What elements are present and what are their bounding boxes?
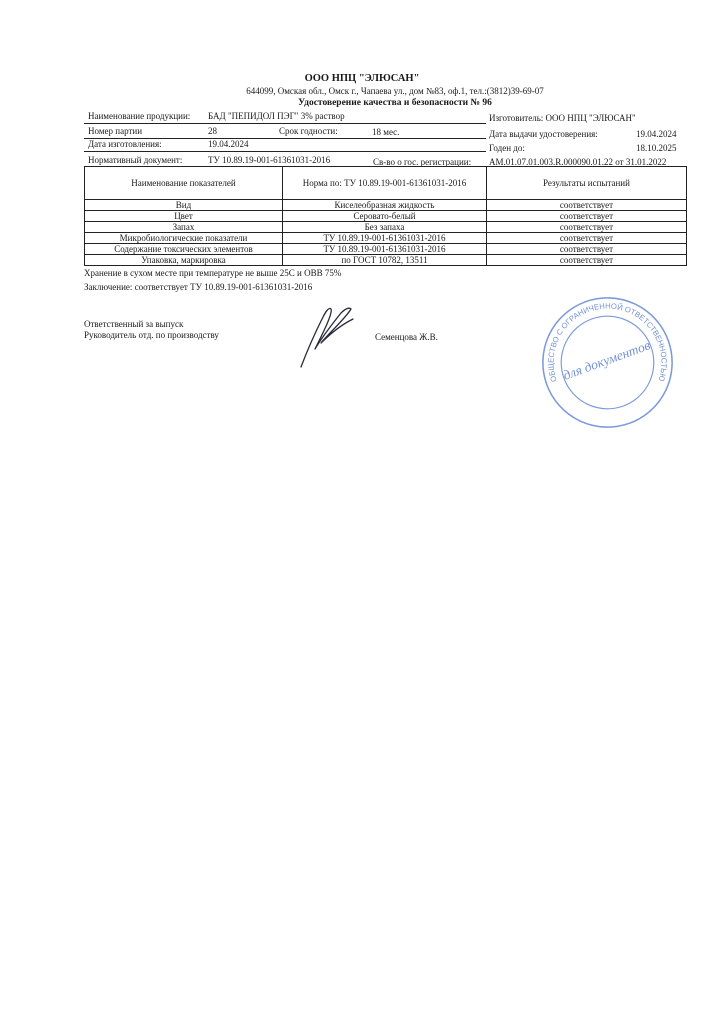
norm-doc-label: Нормативный документ: xyxy=(88,155,183,165)
table-header-row xyxy=(85,167,687,200)
table-row xyxy=(85,222,687,233)
product-value: БАД "ПЕПИДОЛ ПЭГ" 3% раствор xyxy=(208,111,345,121)
table-cell: Без запаха xyxy=(283,222,487,233)
table-cell: по ГОСТ 10782, 13511 xyxy=(283,255,487,266)
stamp-outer-text: ОБЩЕСТВО С ОГРАНИЧЕННОЙ ОТВЕТСТВЕННОСТЬЮ xyxy=(546,301,669,384)
table-cell: соответствует xyxy=(487,222,687,233)
table-cell: Вид xyxy=(85,200,283,211)
conclusion: Заключение: соответствует ТУ 10.89.19-001-61361031-2016 xyxy=(84,282,313,292)
table-cell: соответствует xyxy=(487,211,687,222)
table-cell: соответствует xyxy=(487,255,687,266)
responsible-label: Ответственный за выпуск xyxy=(84,319,184,329)
norm-doc-value: ТУ 10.89.19-001-61361031-2016 xyxy=(208,155,331,165)
shelf-life-value: 18 мес. xyxy=(372,127,400,137)
stamp-inner-text: для документов xyxy=(561,337,653,383)
table-cell: соответствует xyxy=(487,233,687,244)
table-cell: Серовато-белый xyxy=(283,211,487,222)
product-label: Наименование продукции: xyxy=(88,111,191,121)
registration-label: Св-во о гос. регистрации: xyxy=(373,157,472,167)
results-table xyxy=(84,166,687,266)
table-cell: Киселеобразная жидкость xyxy=(283,200,487,211)
table-row xyxy=(85,211,687,222)
table-row xyxy=(85,200,687,211)
certificate-title: Удостоверение качества и безопасности № 96 xyxy=(298,98,492,108)
registration-value: AM.01.07.01.003.R.000090.01.22 от 31.01.2022 xyxy=(489,157,667,167)
valid-until-label: Годен до: xyxy=(489,143,525,153)
table-row xyxy=(85,244,687,255)
table-cell: Упаковка, маркировка xyxy=(85,255,283,266)
table-header: Наименование показателей xyxy=(85,167,283,200)
signature xyxy=(293,303,357,373)
batch-value: 28 xyxy=(208,126,217,136)
table-cell: соответствует xyxy=(487,244,687,255)
table-cell: ТУ 10.89.19-001-61361031-2016 xyxy=(283,244,487,255)
table-cell: Запах xyxy=(85,222,283,233)
company-address: 644099, Омская обл., Омск г., Чапаева ул., дом №83, оф.1, тел.:(3812)39-69-07 xyxy=(246,86,544,96)
mfg-date-value: 19.04.2024 xyxy=(208,139,249,149)
mfg-date-label: Дата изготовления: xyxy=(88,139,162,149)
table-cell: ТУ 10.89.19-001-61361031-2016 xyxy=(283,233,487,244)
divider xyxy=(84,151,486,152)
company-stamp xyxy=(540,295,675,430)
table-cell: соответствует xyxy=(487,200,687,211)
signer-name: Семенцова Ж.В. xyxy=(375,332,438,342)
table-header: Норма по: ТУ 10.89.19-001-61361031-2016 xyxy=(283,167,487,200)
storage-conditions: Хранение в сухом месте при температуре не выше 25С и ОВВ 75% xyxy=(84,268,342,278)
company-title: ООО НПЦ "ЭЛЮСАН" xyxy=(304,73,420,84)
table-cell: Цвет xyxy=(85,211,283,222)
issue-date-value: 19.04.2024 xyxy=(636,129,677,139)
table-header: Результаты испытаний xyxy=(487,167,687,200)
table-row xyxy=(85,255,687,266)
table-row xyxy=(85,233,687,244)
shelf-life-label: Срок годности: xyxy=(279,126,338,136)
manufacturer: Изготовитель: ООО НПЦ "ЭЛЮСАН" xyxy=(489,113,636,123)
head-label: Руководитель отд. по производству xyxy=(84,330,219,340)
issue-date-label: Дата выдачи удостоверения: xyxy=(489,129,598,139)
divider xyxy=(84,123,486,124)
valid-until-value: 18.10.2025 xyxy=(636,143,677,153)
batch-label: Номер партии xyxy=(88,126,143,136)
table-cell: Содержание токсических элементов xyxy=(85,244,283,255)
table-cell: Микробиологические показатели xyxy=(85,233,283,244)
